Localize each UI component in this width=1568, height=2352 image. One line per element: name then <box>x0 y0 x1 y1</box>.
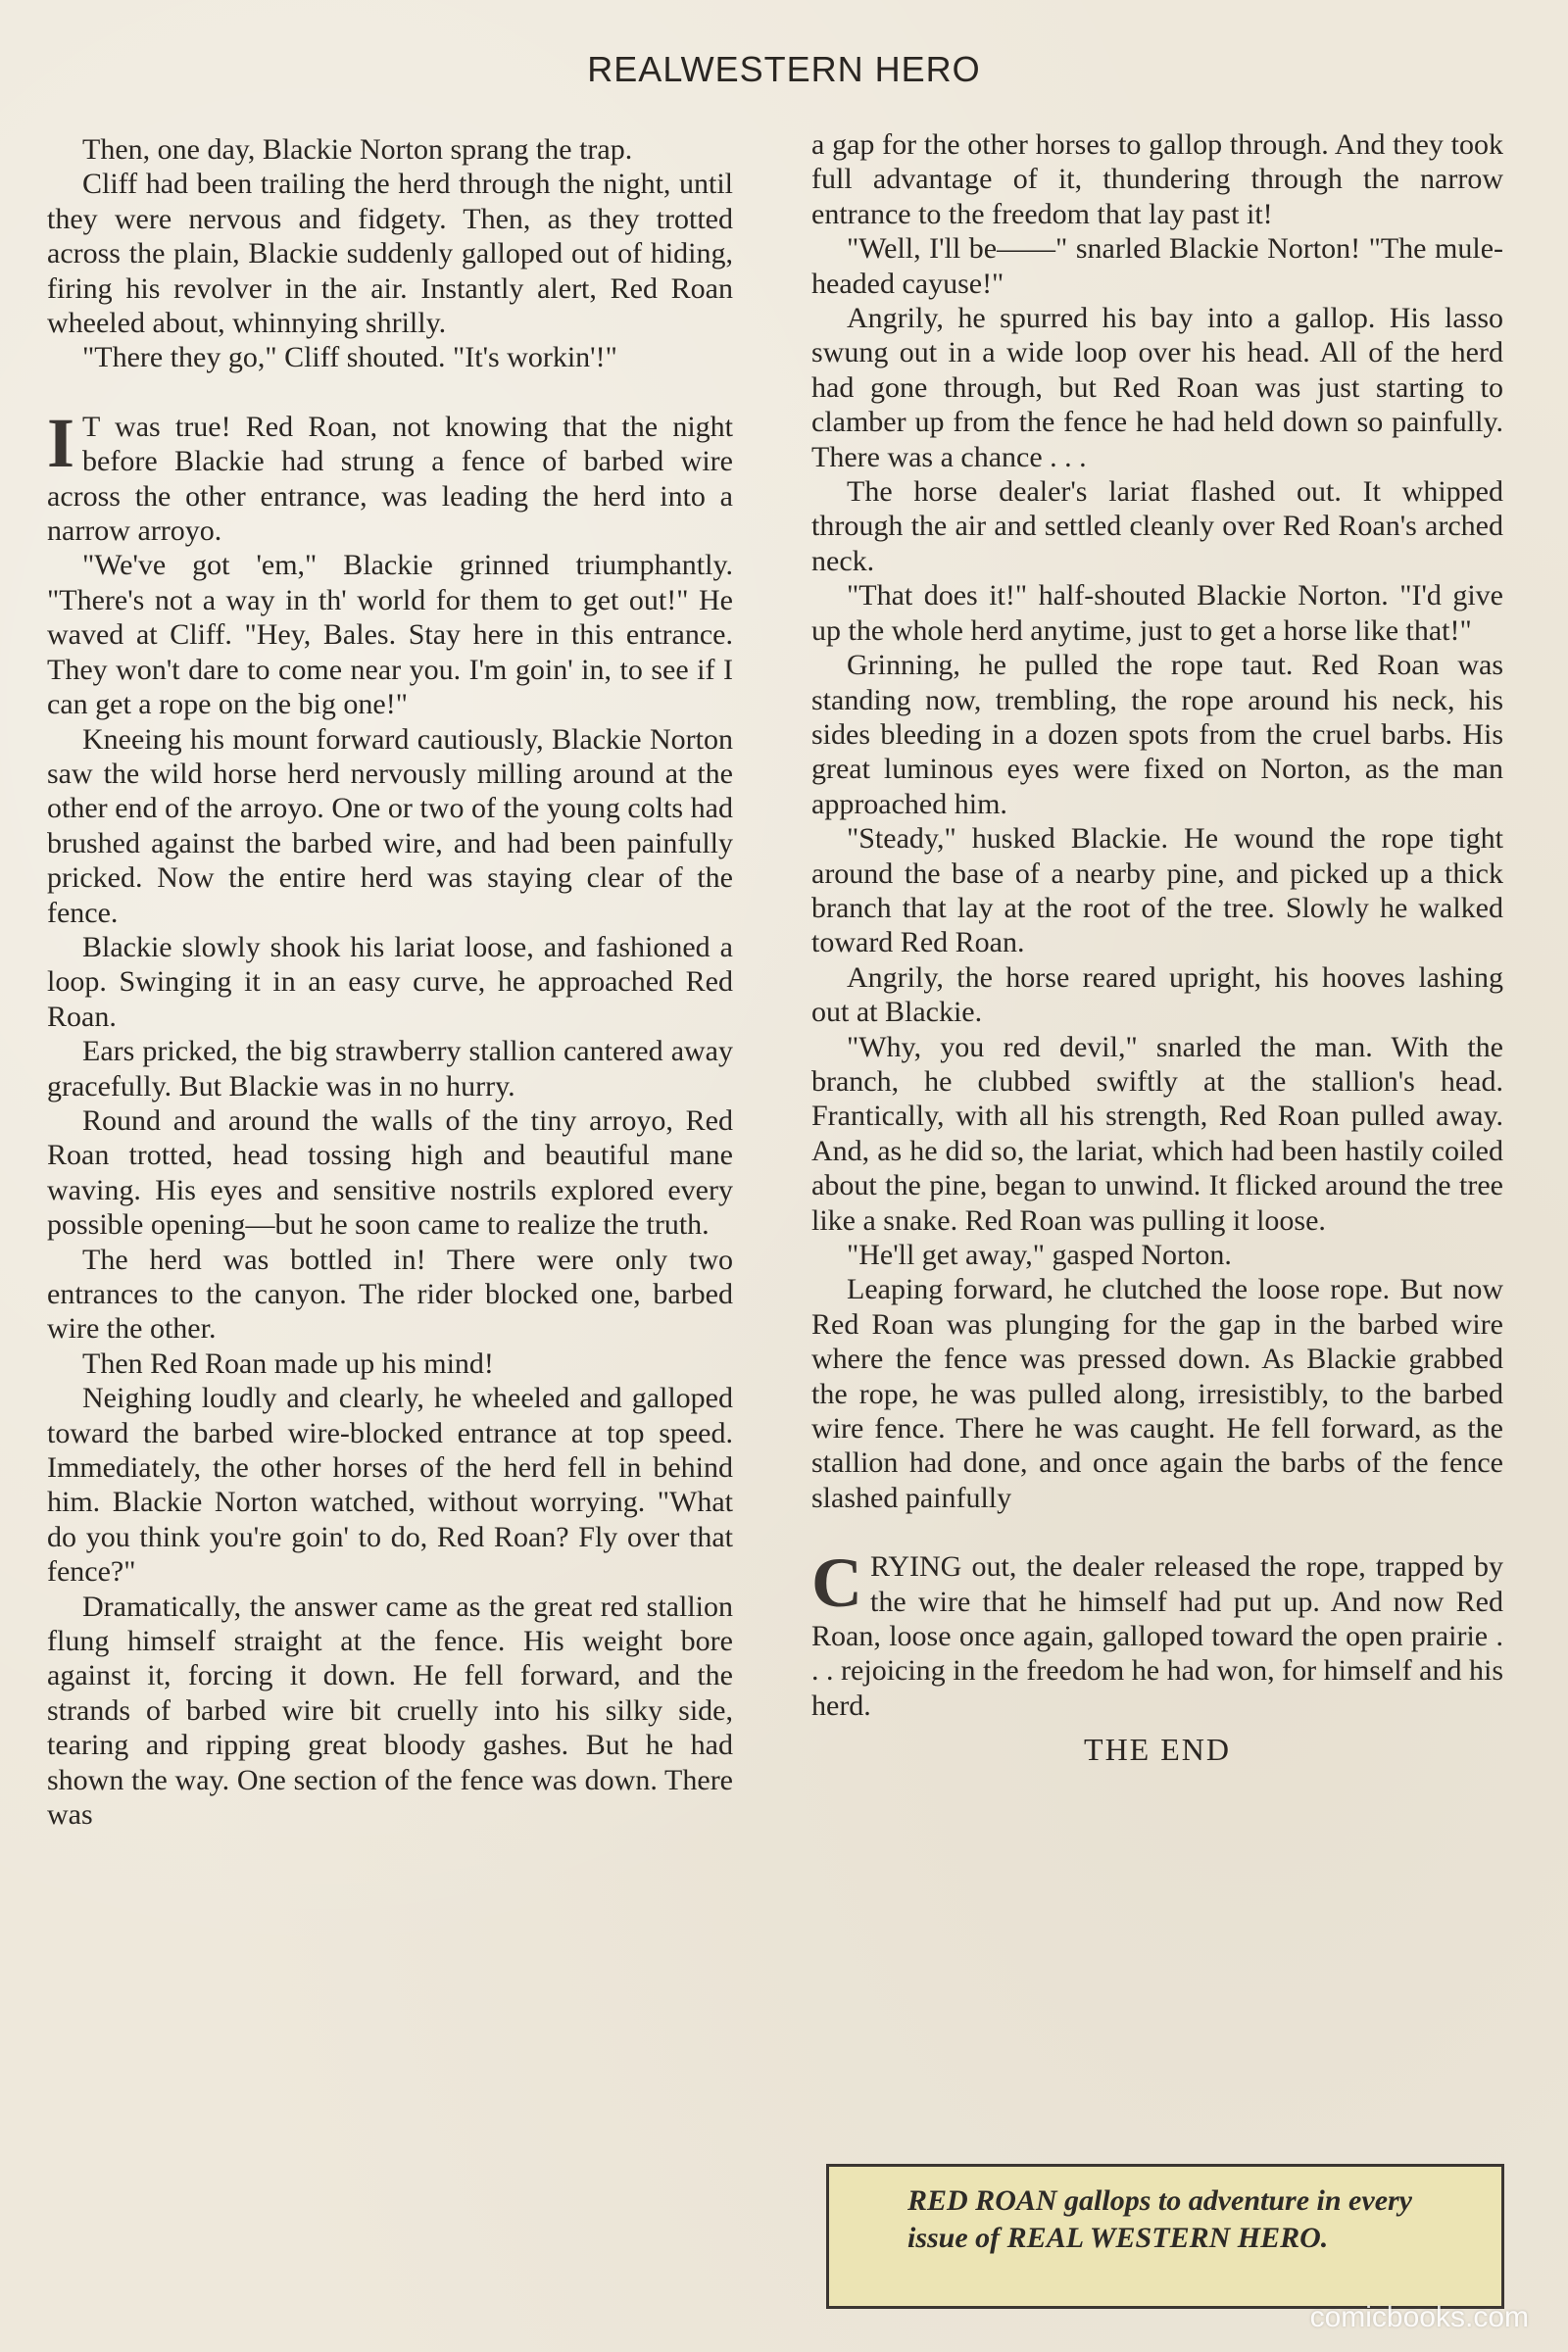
paragraph: Ears pricked, the big strawberry stallion cantered away gracefully. But Blackie was in no hurry. <box>47 1035 733 1102</box>
section-gap <box>47 375 733 410</box>
paragraph: Leaping forward, he clutched the loose rope. But now Red Roan was plunging for the gap in the barbed wire where the fence was pressed down. As Blackie grabbed the rope, he was pulled along, irresistibly, to the barbed wire fence. There he was caught. He fell forward, as the stallion had done, and once again the barbs of the fence slashed painfully <box>811 1273 1503 1514</box>
paragraph: "Why, you red devil," snarled the man. With the branch, he clubbed swiftly at the stallion's head. Frantically, with all his strength, Red Roan pulled away. And, as he did so, the lariat, which had been hastily coiled about the pine, began to unwind. It flicked around the tree like a snake. Red Roan was pulling it loose. <box>811 1030 1503 1237</box>
paragraph-text: RYING out, the dealer released the rope, trapped by the wire that he himself had put up. And now Red Roan, loose once again, galloped toward the open prairie . . . rejoicing in the freedom he had won, for himself and his herd. <box>811 1550 1503 1722</box>
watermark: comicbooks.com <box>1309 2301 1529 2333</box>
left-column <box>47 132 733 1833</box>
paragraph: "Well, I'll be——" snarled Blackie Norton! "The mule-headed cayuse!" <box>811 232 1503 300</box>
the-end-label: THE END <box>1084 1732 1231 1768</box>
paragraph: Then Red Roan made up his mind! <box>82 1347 494 1380</box>
promo-box <box>826 2164 1504 2309</box>
paragraph: Cliff had been trailing the herd through the night, until they were nervous and fidgety. Then, as they trotted across the plain, Blackie suddenly galloped out of hiding, firing his revolver in the air. Instantly alert, Red Roan wheeled about, whinnying shrilly. <box>47 168 733 340</box>
paragraph: a gap for the other horses to gallop through. And they took full advantage of it, thundering through the narrow entrance to the freedom that lay past it! <box>811 128 1503 230</box>
paragraph: Dramatically, the answer came as the great red stallion flung himself straight at the fence. His weight bore against it, forcing it down. He fell forward, and the strands of barbed wire bit cruelly into his silky side, tearing and ripping great bloody gashes. But he had shown the way. One section of the fence was down. There was <box>47 1590 733 1832</box>
paragraph: Then, one day, Blackie Norton sprang the trap. <box>82 133 633 166</box>
drop-cap: I <box>47 403 75 482</box>
paragraph: Angrily, the horse reared upright, his hooves lashing out at Blackie. <box>811 960 1503 1029</box>
paragraph: "That does it!" half-shouted Blackie Norton. "I'd give up the whole herd anytime, just to get a horse like that!" <box>811 579 1503 647</box>
paragraph-dropcap <box>47 403 733 549</box>
right-column <box>811 127 1503 1768</box>
paragraph: "There they go," Cliff shouted. "It's workin'!" <box>82 341 617 374</box>
paragraph: The horse dealer's lariat flashed out. It whipped through the air and settled cleanly over Red Roan's arched neck. <box>811 475 1503 577</box>
paragraph: Blackie slowly shook his lariat loose, and fashioned a loop. Swinging it in an easy curve, he approached Red Roan. <box>47 930 733 1033</box>
paragraph: Kneeing his mount forward cautiously, Blackie Norton saw the wild horse herd nervously milling around at the other end of the arroyo. One or two of the young colts had brushed against the barbed wire, and had been painfully pricked. Now the entire herd was staying clear of the fence. <box>47 722 733 929</box>
paragraph: Neighing loudly and clearly, he wheeled and galloped toward the barbed wire-blocked entrance at top speed. Immediately, the other horses of the herd fell in behind him. Blackie Norton watched, without worrying. "What do you think you're goin' to do, Red Roan? Fly over that fence?" <box>47 1382 733 1589</box>
paragraph-text: T was true! Red Roan, not knowing that the night before Blackie had strung a fence of barbed wire across the other entrance, was leading the herd into a narrow arroyo. <box>47 410 733 548</box>
promo-text: RED ROAN gallops to adventure in every issue of REAL WESTERN HERO. <box>907 2184 1412 2254</box>
paragraph: "We've got 'em," Blackie grinned triumphantly. "There's not a way in th' world for them to get out!" He waved at Cliff. "Hey, Bales. Stay here in this entrance. They won't dare to come near you. I'm goin' in, to see if I can get a rope on the big one!" <box>47 549 733 721</box>
paragraph-dropcap <box>811 1544 1503 1723</box>
paragraph: Angrily, he spurred his bay into a gallop. His lasso swung out in a wide loop over his head. All of the herd had gone through, but Red Roan was just starting to clamber up from the fence he had held down so painfully. There was a chance . . . <box>811 302 1503 473</box>
paragraph: Grinning, he pulled the rope taut. Red Roan was standing now, trembling, the rope around his neck, his sides bleeding in a dozen spots from the cruel barbs. His great luminous eyes were fixed on Norton, as the man approached him. <box>811 649 1503 820</box>
paragraph: "He'll get away," gasped Norton. <box>847 1239 1232 1271</box>
section-gap <box>811 1515 1503 1549</box>
paragraph: "Steady," husked Blackie. He wound the rope tight around the base of a nearby pine, and picked up a thick branch that lay at the root of the tree. Slowly he walked toward Red Roan. <box>811 822 1503 959</box>
drop-cap: C <box>811 1544 862 1623</box>
page-header: REALWESTERN HERO <box>587 49 981 89</box>
paragraph: Round and around the walls of the tiny arroyo, Red Roan trotted, head tossing high and beautiful mane waving. His eyes and sensitive nostrils explored every possible opening—but he soon came to realize the truth. <box>47 1103 733 1242</box>
paragraph: The herd was bottled in! There were only two entrances to the canyon. The rider blocked one, barbed wire the other. <box>47 1243 733 1346</box>
